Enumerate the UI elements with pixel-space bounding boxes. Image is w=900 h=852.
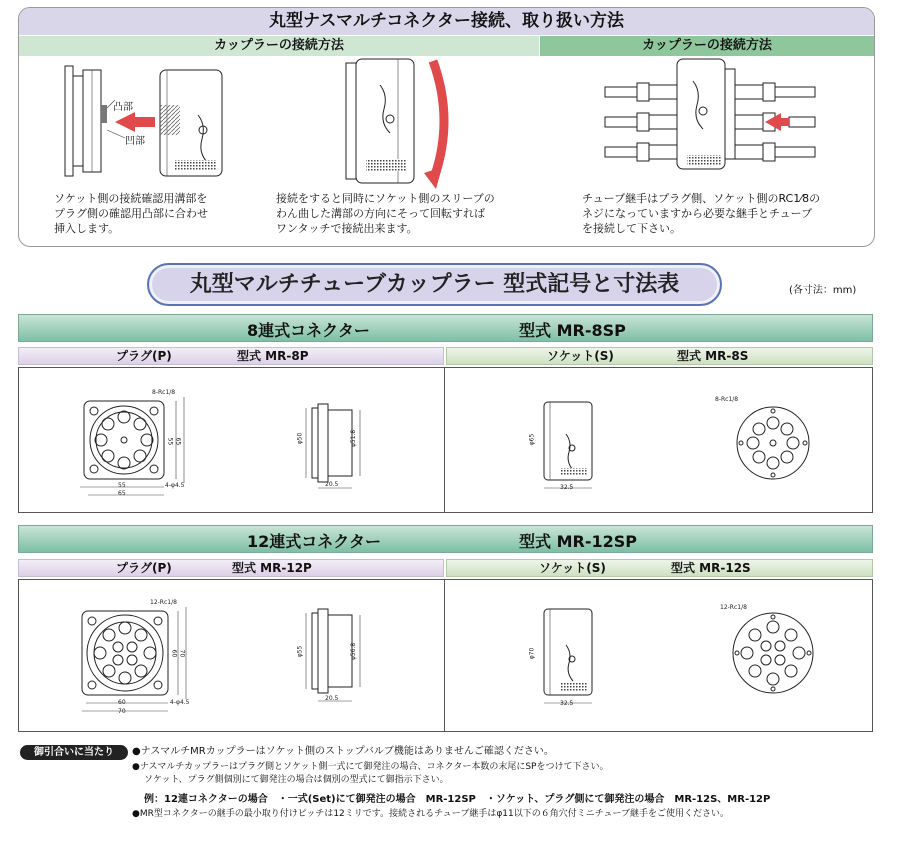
- socket-model: 型式 MR-8S: [677, 349, 749, 363]
- insert-illustration: [55, 60, 235, 190]
- dim-hole: 4-φ4.5: [170, 699, 190, 706]
- socket-subbar-8: [446, 347, 873, 365]
- dim-sock-len: 32.5: [560, 700, 574, 707]
- dim-sock-d: φ70: [528, 647, 536, 660]
- drawing-divider: [444, 367, 445, 513]
- note-1: ●ナスマルチMRカップラーはソケット側のストップバルブ機能はありませんご確認ください。: [132, 746, 554, 757]
- rotate-illustration: [338, 55, 468, 195]
- main-title: 丸型マルチチューブカップラー 型式記号と寸法表: [147, 263, 722, 306]
- plug-side-view-12: [300, 605, 380, 705]
- dim-side-d1: φ50: [296, 432, 304, 445]
- socket-label: ソケット(S): [547, 349, 614, 363]
- dim-v1: 60: [170, 649, 178, 658]
- dim-side-len: 20.5: [325, 695, 339, 702]
- dim-sock-thread: 12-Rc1/8: [720, 604, 747, 611]
- plug-model: 型式 MR-12P: [232, 561, 312, 575]
- dim-side-len: 20.5: [325, 481, 339, 488]
- socket-front-view-12: [730, 610, 816, 696]
- dim-hole: 4-φ4.5: [165, 482, 185, 489]
- subheading-left: カップラーの接続方法: [19, 36, 539, 56]
- dim-side-d2: φ56.8: [350, 642, 358, 661]
- section-bar-8: [18, 314, 873, 342]
- section-model: 型式 MR-8SP: [519, 321, 626, 340]
- tube-illustration: [605, 55, 825, 185]
- plug-subbar-8: [18, 347, 444, 365]
- dim-side-d1: φ55: [296, 645, 304, 658]
- dim-w2: 70: [118, 708, 126, 715]
- plug-label: プラグ(P): [116, 561, 172, 575]
- units-note: (各寸法：mm): [789, 285, 857, 296]
- socket-label: ソケット(S): [539, 561, 606, 575]
- note-3: ソケット、プラグ側個別にて御発注の場合は個別の型式にて御指示下さい。: [144, 775, 449, 785]
- plug-label: プラグ(P): [116, 349, 172, 363]
- section-name: 12連式コネクター: [247, 532, 381, 551]
- dim-w2: 65: [118, 490, 126, 497]
- socket-side-view-8: [540, 398, 600, 498]
- panel-title: 丸型ナスマルチコネクター接続、取り扱い方法: [19, 8, 874, 35]
- instruction-2: 接続をすると同時にソケット側のスリーブの わん曲した溝部の方向にそって回転すれば ワンタッチで接続出来ます。: [276, 192, 495, 235]
- dim-w1: 60: [118, 699, 126, 706]
- dim-w1: 55: [118, 482, 126, 489]
- plug-subbar-12: [18, 559, 444, 577]
- dim-sock-d: φ65: [528, 433, 536, 446]
- concave-label: 凹部: [125, 136, 145, 147]
- note-example: 例：12連コネクターの場合 ・一式(Set)にて御発注の場合 MR-12SP ・ソケット、プラグ側にて御発注の場合 MR-12S、MR-12P: [144, 794, 771, 805]
- socket-model: 型式 MR-12S: [671, 561, 751, 575]
- socket-subbar-12: [446, 559, 873, 577]
- dim-sock-len: 32.5: [560, 484, 574, 491]
- plug-side-view-8: [300, 400, 380, 495]
- plug-model: 型式 MR-8P: [237, 349, 309, 363]
- section-name: 8連式コネクター: [247, 321, 370, 340]
- socket-side-view-12: [540, 605, 600, 710]
- inquiry-badge: 御引合いに当たり: [20, 745, 128, 760]
- note-4: ●MR型コネクターの継手の最小取り付けピッチは12ミリです。接続されるチューブ継手はφ11以下の６角穴付ミニチューブ継手をご使用ください。: [132, 809, 730, 819]
- instruction-1: ソケット側の接続確認用溝部を プラグ側の確認用凸部に合わせ 挿入します。: [54, 192, 208, 235]
- dim-v2: 70: [178, 649, 186, 658]
- subheading-right: カップラーの接続方法: [540, 36, 874, 56]
- dim-v2: 65: [174, 437, 182, 446]
- dim-sock-thread: 8-Rc1/8: [715, 396, 739, 403]
- socket-front-view-8: [733, 403, 813, 483]
- dim-thread: 8-Rc1/8: [152, 389, 176, 396]
- instruction-3: チューブ継手はプラグ側、ソケット側のRC1⁄8の ネジになっていますから必要な継手とチューブ を接続して下さい。: [582, 192, 821, 235]
- note-2: ●ナスマルチカップラーはプラグ側とソケット側一式にて御発注の場合、コネクター本数の末尾にSPをつけて下さい。: [132, 762, 609, 772]
- section-model: 型式 MR-12SP: [519, 532, 637, 551]
- dim-thread: 12-Rc1/8: [150, 599, 177, 606]
- convex-label: 凸部: [113, 102, 133, 113]
- dim-side-d2: φ51.8: [350, 429, 358, 448]
- section-bar-12: [18, 525, 873, 553]
- drawing-divider: [444, 579, 445, 732]
- dim-v1: 55: [166, 437, 174, 446]
